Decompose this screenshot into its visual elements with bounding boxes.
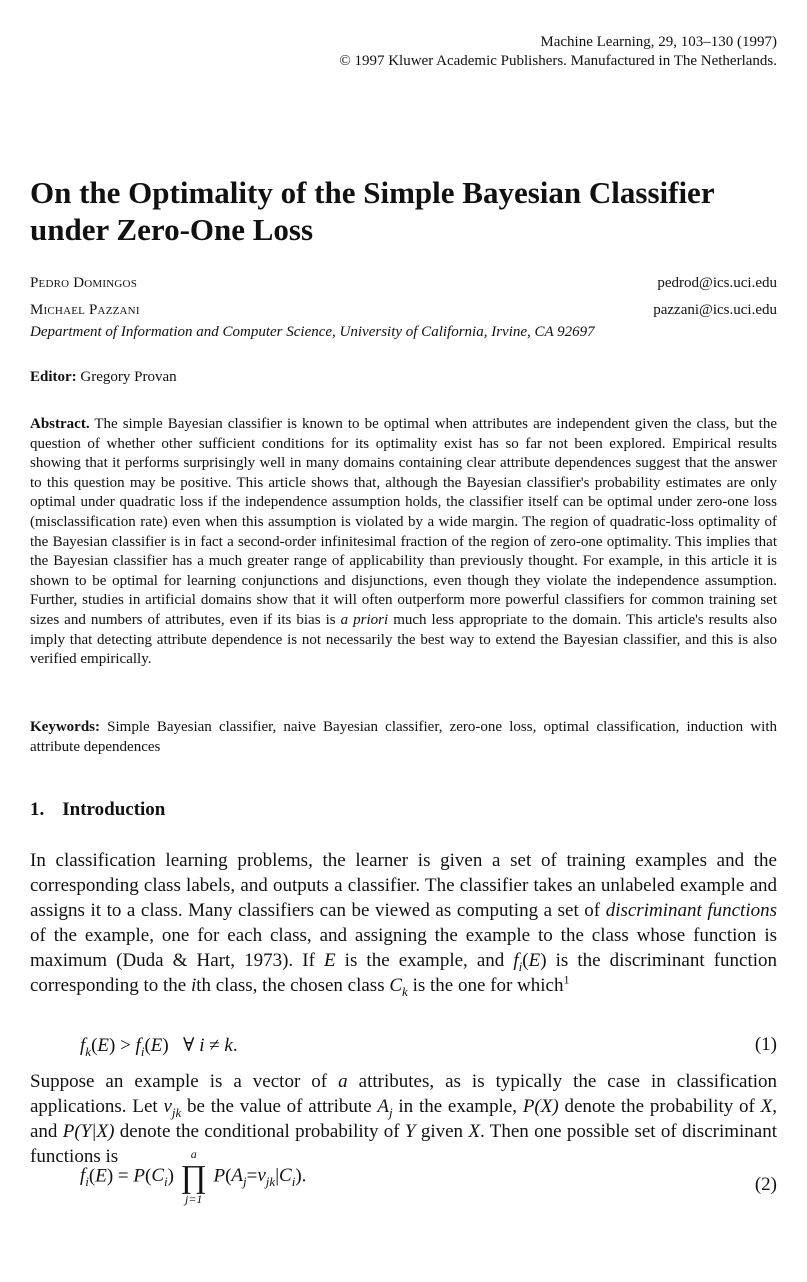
abstract-italic: a priori bbox=[340, 611, 389, 628]
product-lower-limit: j=1 bbox=[185, 1192, 203, 1206]
abstract-text: The simple Bayesian classifier is known to be optimal when attributes are independent given the class, but the question of whether other sufficient conditions for its optimality exist has so far not been explored. Empirical results showing that it performs surprisingly well in many domains containing clear attribute dependences suggest that the answer to this question may be positive. This article shows that, although the Bayesian classifier's probability estimates are only optimal under quadratic loss if the independence assumption holds, the classifier itself can be optimal under zero-one loss (misclassification rate) even when this assumption is violated by a wide margin. The region of quadratic-loss optimality of the Bayesian classifier is in fact a second-order infinitesimal fraction of the region of zero-one optimality. This implies that the Bayesian classifier has a much greater range of applicability than previously thought. For example, in this article it is shown to be optimal for learning conjunctions and disjunctions, even though they violate the independence assumption. Further, studies in artificial domains show that it will often outperform more powerful classifiers for common training set sizes and numbers of attributes, even if its bias is bbox=[30, 416, 777, 628]
author-row bbox=[30, 302, 777, 319]
abstract-label: Abstract. bbox=[30, 416, 90, 432]
copyright-text: 1997 Kluwer Academic Publishers. Manufactured in The Netherlands. bbox=[354, 53, 777, 69]
keywords bbox=[30, 718, 777, 757]
journal-citation: Machine Learning, 29, 103–130 (1997) bbox=[540, 34, 777, 50]
text-run: . Then one possible set of discriminant functions is bbox=[30, 1121, 778, 1167]
text-run: , and bbox=[30, 1096, 778, 1142]
copyright-symbol: © bbox=[339, 53, 351, 69]
equation-number: (2) bbox=[754, 1174, 777, 1195]
abstract bbox=[30, 415, 777, 670]
text-run: th class, the chosen class bbox=[196, 975, 385, 996]
italic-term: discriminant functions bbox=[605, 900, 777, 921]
title-line-2: under Zero-One Loss bbox=[30, 212, 314, 247]
text-run: In classification learning problems, the learner is given a set of training examples and the corresponding class labels, and outputs a classifier. The classifier takes an unlabeled example and assigns it to a class. Many classifiers can be viewed as computing a set of bbox=[30, 850, 777, 921]
math-var: a bbox=[338, 1071, 348, 1092]
math-var: P(Y|X) bbox=[62, 1121, 115, 1142]
footnote-marker[interactable]: 1 bbox=[563, 972, 570, 987]
text-run: denote the conditional probability of bbox=[119, 1121, 400, 1142]
keywords-label: Keywords: bbox=[30, 719, 100, 735]
text-run: is the one for which bbox=[412, 975, 564, 996]
text-run: given bbox=[420, 1121, 464, 1142]
equation-body: $f_k(E) > f_i(E)$ ∀ i ≠ k. bbox=[80, 1035, 238, 1059]
math-var: E bbox=[323, 950, 336, 971]
text-run: attributes, as is typically the case in classification applications. Let bbox=[30, 1071, 778, 1117]
author-name: Michael Pazzani bbox=[30, 302, 140, 318]
keywords-text: Simple Bayesian classifier, naive Bayesian classifier, zero-one loss, optimal classification, induction with attribute dependences bbox=[30, 719, 777, 755]
math-var: P(X) bbox=[522, 1096, 559, 1117]
copyright-notice bbox=[339, 53, 777, 70]
text-run: of the example, one for each class, and assigning the example to the class whose function is maximum (Duda & Hart, 1973). If bbox=[30, 925, 777, 971]
math-fiE: $f_i(E)$ bbox=[513, 950, 547, 974]
title-line-1: On the Optimality of the Simple Bayesian Classifier bbox=[30, 175, 715, 210]
math-var: X bbox=[760, 1096, 773, 1117]
affiliation: Department of Information and Computer Science, University of California, Irvine, CA 92697 bbox=[30, 324, 595, 340]
product-upper-limit: a bbox=[190, 1147, 197, 1161]
abstract-text-end: much less appropriate to the domain. This article's results also imply that detecting attribute dependence is not necessarily the best way to extend the Bayesian classifier, and this is also verified empirically. bbox=[30, 611, 778, 668]
product-operator: a ∏ j=1 bbox=[180, 1147, 207, 1206]
equation-number: (1) bbox=[754, 1034, 777, 1055]
text-run: Suppose an example is a vector of bbox=[30, 1071, 328, 1092]
text-run: be the value of attribute bbox=[187, 1096, 372, 1117]
math-var: Y bbox=[404, 1121, 416, 1142]
math-Ck: $C_k$ bbox=[389, 975, 408, 999]
author-name: Pedro Domingos bbox=[30, 275, 138, 291]
section-title: Introduction bbox=[62, 799, 166, 820]
editor-label: Editor: bbox=[30, 369, 77, 385]
math-var: X bbox=[468, 1121, 480, 1142]
editor-line bbox=[30, 369, 177, 386]
author-email: pedrod@ics.uci.edu bbox=[657, 275, 777, 291]
equation-body: $f_i(E) = P(C_i)$ a ∏ j=1 $P(A_j=v_{jk}|C_i)$. bbox=[80, 1147, 307, 1206]
author-row bbox=[30, 275, 777, 292]
text-run: denote the probability of bbox=[564, 1096, 755, 1117]
body-paragraph bbox=[30, 848, 777, 998]
paper-title bbox=[30, 174, 790, 248]
editor-name: Gregory Provan bbox=[80, 369, 177, 385]
text-run: is the discriminant function corresponding to the bbox=[30, 950, 778, 996]
author-email: pazzani@ics.uci.edu bbox=[653, 302, 777, 318]
math-var: i bbox=[190, 975, 197, 996]
text-run: is the example, and bbox=[344, 950, 505, 971]
math-Aj: $A_j$ bbox=[377, 1096, 393, 1120]
section-heading bbox=[30, 799, 165, 821]
section-number: 1. bbox=[30, 799, 45, 820]
math-vjk: $v_{jk}$ bbox=[163, 1096, 182, 1120]
text-run: in the example, bbox=[398, 1096, 518, 1117]
